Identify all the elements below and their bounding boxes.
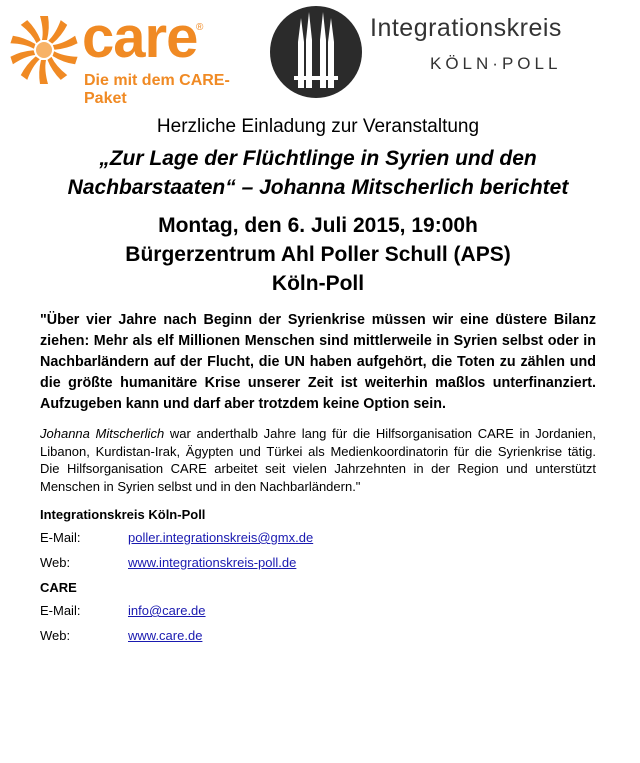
- care-contact-heading: CARE: [40, 580, 77, 595]
- integrationskreis-subtitle: KÖLN·POLL: [430, 54, 562, 73]
- bio-text: war anderthalb Jahre lang für die Hilfsorganisation CARE in Jordanien, Libanon, Kurdistan-Irak, Ägypten und Türkei als Medienkoordinatorin für die Syrienkrise tätig. Die Hilfsorganisation CARE arbeitet seit vielen Jahrzehnten in der Region und unterstützt Menschen in Syrien selbst und in den Nachbarländern.": [40, 426, 596, 494]
- bio-paragraph: [40, 425, 596, 495]
- quote-paragraph: "Über vier Jahre nach Beginn der Syrienkrise müssen wir eine düstere Bilanz ziehen: Mehr als elf Millionen Menschen sind mittlerweile in Syrien selbst oder in Nachbarländern auf der Flucht, die UN haben aufgehört, die Toten zu zählen und die größte humanitäre Krise unserer Zeit ist weiterhin maßlos unterfinanziert. Aufzugeben kann und darf aber trotzdem keine Option sein.: [40, 312, 596, 412]
- header: [0, 0, 640, 110]
- ik-email-label: E-Mail:: [40, 530, 81, 545]
- care-wordmark: care: [82, 5, 198, 70]
- event-details: [40, 211, 596, 298]
- event-date: Montag, den 6. Juli 2015, 19:00h: [158, 214, 478, 237]
- care-web-label: Web:: [40, 628, 71, 643]
- integrationskreis-title: Integrationskreis: [370, 14, 562, 42]
- event-place: Köln-Poll: [271, 272, 365, 295]
- ik-email-row: [40, 530, 596, 547]
- care-logo: [4, 5, 266, 107]
- ik-email-link[interactable]: poller.integrationskreis@gmx.de: [128, 530, 314, 545]
- care-registered-mark: ®: [196, 22, 204, 33]
- care-sun-icon: [8, 14, 80, 86]
- ik-web-row: [40, 555, 596, 572]
- care-email-link[interactable]: info@care.de: [128, 603, 206, 618]
- care-web-row: [40, 628, 596, 645]
- event-venue: Bürgerzentrum Ahl Poller Schull (APS): [125, 243, 511, 266]
- ik-web-link[interactable]: www.integrationskreis-poll.de: [128, 555, 297, 570]
- speaker-name: Johanna Mitscherlich: [40, 426, 165, 441]
- cathedral-emblem-icon: [268, 2, 364, 102]
- invitation-line: Herzliche Einladung zur Veranstaltung: [156, 116, 480, 137]
- care-tagline: Die mit dem CARE-Paket: [84, 72, 230, 107]
- flyer-content: [40, 110, 596, 645]
- event-title: „Zur Lage der Flüchtlinge in Syrien und den Nachbarstaaten“ – Johanna Mitscherlich berichtet: [67, 147, 569, 199]
- care-email-label: E-Mail:: [40, 603, 81, 618]
- care-email-row: [40, 603, 596, 620]
- ik-web-label: Web:: [40, 555, 71, 570]
- care-web-link[interactable]: www.care.de: [128, 628, 203, 643]
- ik-contact-heading: Integrationskreis Köln-Poll: [40, 507, 206, 522]
